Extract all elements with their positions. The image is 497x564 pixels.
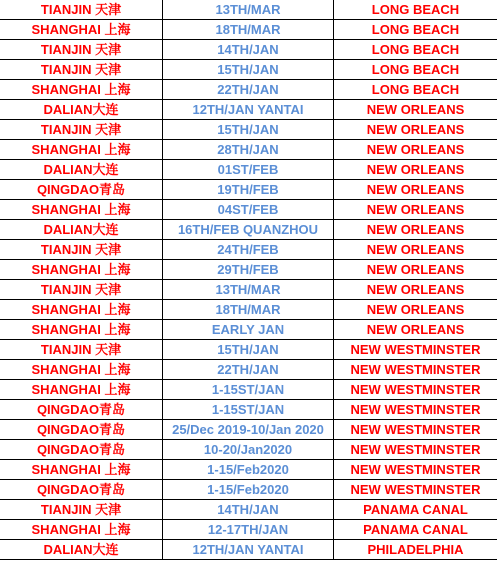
eta-date-cell[interactable]: 1-15ST/JAN [163,400,334,420]
destination-cell[interactable]: LONG BEACH [334,40,497,60]
table-row [0,480,497,500]
destination-cell[interactable]: PANAMA CANAL [334,520,497,540]
destination-cell[interactable]: NEW ORLEANS [334,200,497,220]
table-row [0,260,497,280]
table-row [0,360,497,380]
destination-cell[interactable]: PHILADELPHIA [334,540,497,560]
eta-date-cell[interactable]: 15TH/JAN [163,60,334,80]
table-row [0,20,497,40]
table-row [0,40,497,60]
eta-date-cell[interactable]: 04ST/FEB [163,200,334,220]
destination-cell[interactable]: NEW WESTMINSTER [334,480,497,500]
table-row [0,320,497,340]
eta-date-cell[interactable]: 29TH/FEB [163,260,334,280]
destination-cell[interactable]: NEW ORLEANS [334,260,497,280]
table-row [0,60,497,80]
origin-port-cell[interactable]: TIANJIN 天津 [0,500,163,520]
origin-port-cell[interactable]: SHANGHAI 上海 [0,300,163,320]
table-row [0,240,497,260]
destination-cell[interactable]: NEW WESTMINSTER [334,440,497,460]
origin-port-cell[interactable]: TIANJIN 天津 [0,120,163,140]
destination-cell[interactable]: NEW ORLEANS [334,160,497,180]
table-row [0,280,497,300]
origin-port-cell[interactable]: SHANGHAI 上海 [0,140,163,160]
origin-port-cell[interactable]: TIANJIN 天津 [0,40,163,60]
origin-port-cell[interactable]: QINGDAO青岛 [0,480,163,500]
destination-cell[interactable]: NEW WESTMINSTER [334,340,497,360]
eta-date-cell[interactable]: 12-17TH/JAN [163,520,334,540]
table-row [0,200,497,220]
origin-port-cell[interactable]: DALIAN大连 [0,100,163,120]
origin-port-cell[interactable]: QINGDAO青岛 [0,420,163,440]
eta-date-cell[interactable]: 1-15/Feb2020 [163,460,334,480]
table-row [0,520,497,540]
eta-date-cell[interactable]: EARLY JAN [163,320,334,340]
origin-port-cell[interactable]: SHANGHAI 上海 [0,320,163,340]
destination-cell[interactable]: NEW ORLEANS [334,300,497,320]
eta-date-cell[interactable]: 10-20/Jan2020 [163,440,334,460]
table-row [0,380,497,400]
eta-date-cell[interactable]: 22TH/JAN [163,80,334,100]
eta-date-cell[interactable]: 16TH/FEB QUANZHOU [163,220,334,240]
origin-port-cell[interactable]: SHANGHAI 上海 [0,200,163,220]
table-row [0,120,497,140]
table-row [0,340,497,360]
origin-port-cell[interactable]: TIANJIN 天津 [0,280,163,300]
table-row [0,540,497,560]
destination-cell[interactable]: NEW ORLEANS [334,220,497,240]
origin-port-cell[interactable]: SHANGHAI 上海 [0,80,163,100]
table-row [0,420,497,440]
eta-date-cell[interactable]: 1-15/Feb2020 [163,480,334,500]
origin-port-cell[interactable]: QINGDAO青岛 [0,180,163,200]
origin-port-cell[interactable]: DALIAN大连 [0,160,163,180]
origin-port-cell[interactable]: DALIAN大连 [0,540,163,560]
table-row [0,460,497,480]
destination-cell[interactable]: NEW WESTMINSTER [334,380,497,400]
destination-cell[interactable]: NEW ORLEANS [334,100,497,120]
destination-cell[interactable]: LONG BEACH [334,20,497,40]
destination-cell[interactable]: NEW ORLEANS [334,320,497,340]
origin-port-cell[interactable]: SHANGHAI 上海 [0,360,163,380]
eta-date-cell[interactable]: 01ST/FEB [163,160,334,180]
eta-date-cell[interactable]: 18TH/MAR [163,20,334,40]
table-row [0,80,497,100]
eta-date-cell[interactable]: 13TH/MAR [163,0,334,20]
destination-cell[interactable]: NEW WESTMINSTER [334,360,497,380]
origin-port-cell[interactable]: TIANJIN 天津 [0,340,163,360]
origin-port-cell[interactable]: TIANJIN 天津 [0,240,163,260]
origin-port-cell[interactable]: SHANGHAI 上海 [0,380,163,400]
eta-date-cell[interactable]: 22TH/JAN [163,360,334,380]
origin-port-cell[interactable]: SHANGHAI 上海 [0,520,163,540]
destination-cell[interactable]: NEW WESTMINSTER [334,460,497,480]
origin-port-cell[interactable]: SHANGHAI 上海 [0,20,163,40]
destination-cell[interactable]: LONG BEACH [334,80,497,100]
eta-date-cell[interactable]: 15TH/JAN [163,120,334,140]
eta-date-cell[interactable]: 12TH/JAN YANTAI [163,100,334,120]
destination-cell[interactable]: NEW ORLEANS [334,120,497,140]
eta-date-cell[interactable]: 12TH/JAN YANTAI [163,540,334,560]
table-row [0,220,497,240]
eta-date-cell[interactable]: 28TH/JAN [163,140,334,160]
eta-date-cell[interactable]: 14TH/JAN [163,500,334,520]
destination-cell[interactable]: NEW ORLEANS [334,180,497,200]
eta-date-cell[interactable]: 18TH/MAR [163,300,334,320]
origin-port-cell[interactable]: TIANJIN 天津 [0,60,163,80]
table-row [0,0,497,20]
table-row [0,180,497,200]
eta-date-cell[interactable]: 25/Dec 2019-10/Jan 2020 [163,420,334,440]
destination-cell[interactable]: PANAMA CANAL [334,500,497,520]
origin-port-cell[interactable]: TIANJIN 天津 [0,0,163,20]
origin-port-cell[interactable]: SHANGHAI 上海 [0,460,163,480]
destination-cell[interactable]: LONG BEACH [334,60,497,80]
sheet-bottom-margin [0,560,497,564]
destination-cell[interactable]: LONG BEACH [334,0,497,20]
table-row [0,300,497,320]
destination-cell[interactable]: NEW ORLEANS [334,240,497,260]
table-row [0,500,497,520]
table-row [0,400,497,420]
table-row [0,140,497,160]
eta-date-cell[interactable]: 24TH/FEB [163,240,334,260]
destination-cell[interactable]: NEW ORLEANS [334,140,497,160]
eta-date-cell[interactable]: 13TH/MAR [163,280,334,300]
origin-port-cell[interactable]: DALIAN大连 [0,220,163,240]
table-row [0,100,497,120]
eta-date-cell[interactable]: 19TH/FEB [163,180,334,200]
origin-port-cell[interactable]: QINGDAO青岛 [0,440,163,460]
table-row [0,160,497,180]
eta-date-cell[interactable]: 14TH/JAN [163,40,334,60]
table-row [0,440,497,460]
origin-port-cell[interactable]: QINGDAO青岛 [0,400,163,420]
origin-port-cell[interactable]: SHANGHAI 上海 [0,260,163,280]
destination-cell[interactable]: NEW WESTMINSTER [334,420,497,440]
eta-date-cell[interactable]: 1-15ST/JAN [163,380,334,400]
eta-date-cell[interactable]: 15TH/JAN [163,340,334,360]
destination-cell[interactable]: NEW WESTMINSTER [334,400,497,420]
destination-cell[interactable]: NEW ORLEANS [334,280,497,300]
